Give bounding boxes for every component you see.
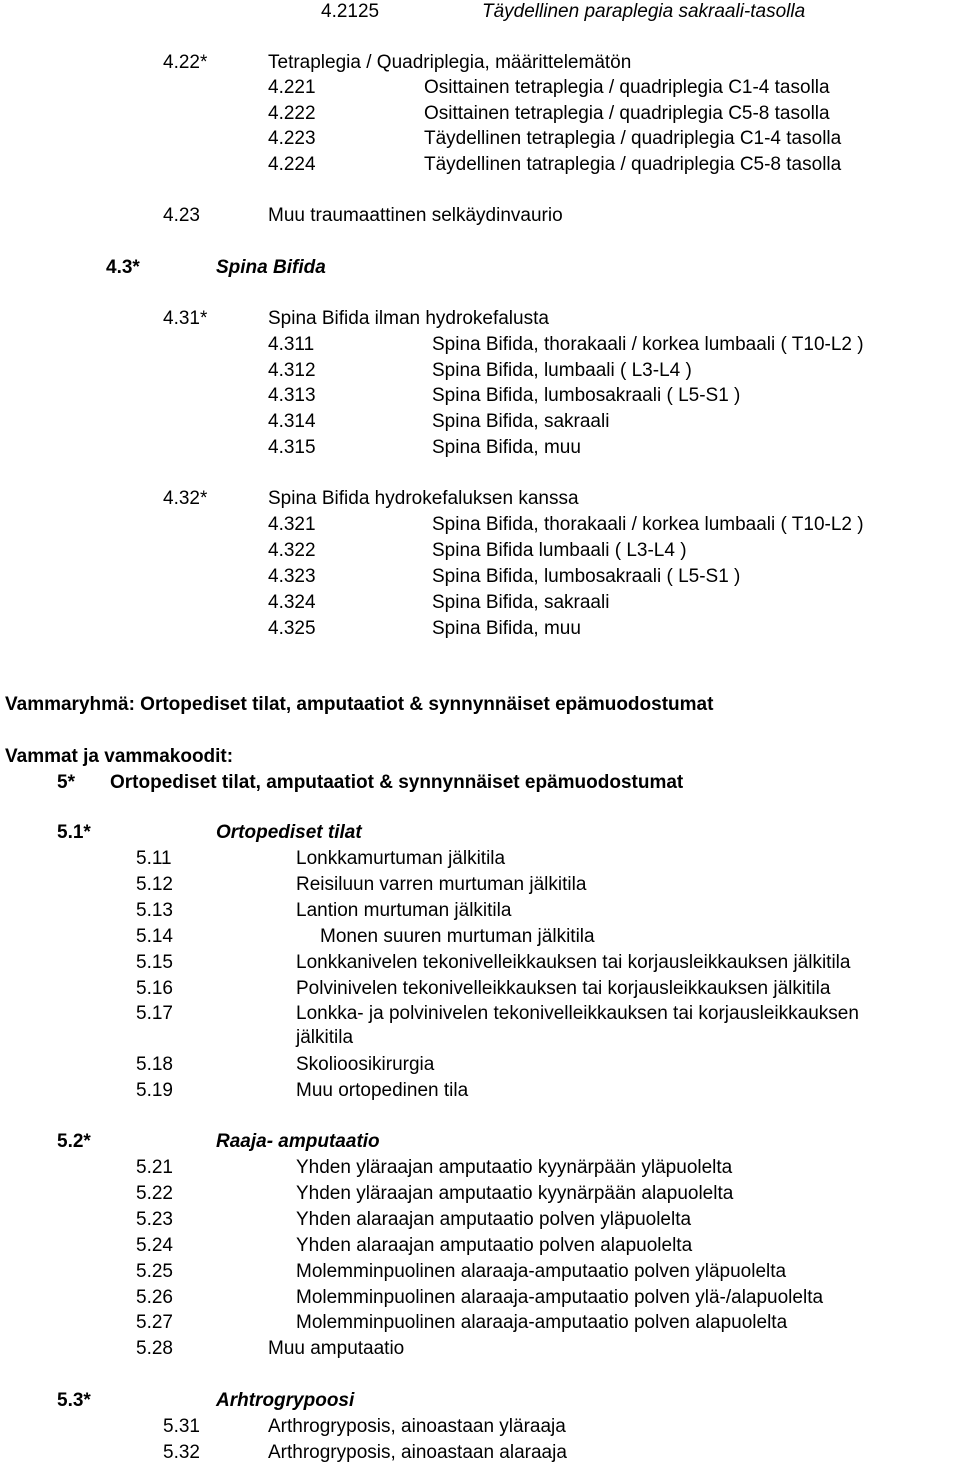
heading-ortopediset-tilat: Ortopediset tilat <box>216 822 362 843</box>
desc-4-322: Spina Bifida lumbaali ( L3-L4 ) <box>432 540 687 561</box>
desc-4-221: Osittainen tetraplegia / quadriplegia C1-4 tasolla <box>424 77 830 98</box>
code-5-17: 5.17 <box>136 1003 173 1024</box>
desc-4-31: Spina Bifida ilman hydrokefalusta <box>268 308 549 329</box>
code-4-312: 4.312 <box>268 360 316 381</box>
code-5-18: 5.18 <box>136 1054 173 1075</box>
code-4-321: 4.321 <box>268 514 316 535</box>
desc-4-315: Spina Bifida, muu <box>432 437 581 458</box>
code-5-1: 5.1* <box>57 822 91 843</box>
desc-4-224: Täydellinen tatraplegia / quadriplegia C5-8 tasolla <box>424 154 842 175</box>
code-4-23: 4.23 <box>163 205 200 226</box>
code-5-25: 5.25 <box>136 1261 173 1282</box>
code-5-31: 5.31 <box>163 1416 200 1437</box>
code-5-21: 5.21 <box>136 1157 173 1178</box>
desc-4-321: Spina Bifida, thorakaali / korkea lumbaali ( T10-L2 ) <box>432 514 864 535</box>
desc-4-22: Tetraplegia / Quadriplegia, määrittelemätön <box>268 52 632 73</box>
code-5: 5* <box>57 772 75 793</box>
desc-5-28: Muu amputaatio <box>268 1338 405 1359</box>
code-4-311: 4.311 <box>268 334 315 355</box>
code-5-15: 5.15 <box>136 952 173 973</box>
code-5-19: 5.19 <box>136 1080 173 1101</box>
desc-4-313: Spina Bifida, lumbosakraali ( L5-S1 ) <box>432 385 741 406</box>
desc-5-25: Molemminpuolinen alaraaja-amputaatio polven yläpuolelta <box>296 1261 787 1282</box>
code-4-3: 4.3* <box>106 257 140 278</box>
desc-5-31: Arthrogryposis, ainoastaan yläraaja <box>268 1416 566 1437</box>
code-5-24: 5.24 <box>136 1235 173 1256</box>
code-4-31: 4.31* <box>163 308 208 329</box>
code-4-322: 4.322 <box>268 540 316 561</box>
desc-4-323: Spina Bifida, lumbosakraali ( L5-S1 ) <box>432 566 741 587</box>
desc-5-16: Polvinivelen tekonivelleikkauksen tai korjausleikkauksen jälkitila <box>296 978 831 999</box>
disability-group-heading: Vammaryhmä: Ortopediset tilat, amputaatiot & synnynnäiset epämuodostumat <box>5 694 714 715</box>
code-5-2: 5.2* <box>57 1131 91 1152</box>
code-4-324: 4.324 <box>268 592 316 613</box>
desc-4-314: Spina Bifida, sakraali <box>432 411 610 432</box>
desc-5-11: Lonkkamurtuman jälkitila <box>296 848 506 869</box>
code-4-223: 4.223 <box>268 128 316 149</box>
code-5-12: 5.12 <box>136 874 173 895</box>
desc-5-26: Molemminpuolinen alaraaja-amputaatio polven ylä-/alapuolelta <box>296 1287 824 1308</box>
code-4-2125: 4.2125 <box>321 1 380 22</box>
desc-5-19: Muu ortopedinen tila <box>296 1080 469 1101</box>
heading-arhtrogrypoosi: Arhtrogrypoosi <box>216 1390 355 1411</box>
code-4-314: 4.314 <box>268 411 316 432</box>
code-4-325: 4.325 <box>268 618 316 639</box>
code-5-22: 5.22 <box>136 1183 173 1204</box>
code-5-28: 5.28 <box>136 1338 173 1359</box>
desc-5-17-cont: jälkitila <box>296 1027 354 1048</box>
desc-5-22: Yhden yläraajan amputaatio kyynärpään alapuolelta <box>296 1183 734 1204</box>
code-5-26: 5.26 <box>136 1287 173 1308</box>
code-4-22: 4.22* <box>163 52 208 73</box>
desc-5-21: Yhden yläraajan amputaatio kyynärpään yläpuolelta <box>296 1157 733 1178</box>
code-5-27: 5.27 <box>136 1312 173 1333</box>
desc-4-222: Osittainen tetraplegia / quadriplegia C5-8 tasolla <box>424 103 830 124</box>
code-4-323: 4.323 <box>268 566 316 587</box>
code-5-14: 5.14 <box>136 926 173 947</box>
desc-5-27: Molemminpuolinen alaraaja-amputaatio polven alapuolelta <box>296 1312 788 1333</box>
desc-4-23: Muu traumaattinen selkäydinvaurio <box>268 205 563 226</box>
desc-4-325: Spina Bifida, muu <box>432 618 581 639</box>
heading-spina-bifida: Spina Bifida <box>216 257 326 278</box>
desc-4-312: Spina Bifida, lumbaali ( L3-L4 ) <box>432 360 692 381</box>
desc-5-15: Lonkkanivelen tekonivelleikkauksen tai korjausleikkauksen jälkitila <box>296 952 851 973</box>
code-4-222: 4.222 <box>268 103 316 124</box>
desc-4-2125: Täydellinen paraplegia sakraali-tasolla <box>482 1 806 22</box>
codes-heading: Vammat ja vammakoodit: <box>5 746 234 767</box>
desc-4-311: Spina Bifida, thorakaali / korkea lumbaali ( T10-L2 ) <box>432 334 864 355</box>
desc-5-18: Skolioosikirurgia <box>296 1054 435 1075</box>
code-5-11: 5.11 <box>136 848 172 869</box>
desc-5-23: Yhden alaraajan amputaatio polven yläpuolelta <box>296 1209 692 1230</box>
heading-raaja-amputaatio: Raaja- amputaatio <box>216 1131 380 1152</box>
code-4-32: 4.32* <box>163 488 208 509</box>
desc-5-12: Reisiluun varren murtuman jälkitila <box>296 874 587 895</box>
desc-4-32: Spina Bifida hydrokefaluksen kanssa <box>268 488 579 509</box>
desc-4-324: Spina Bifida, sakraali <box>432 592 610 613</box>
desc-5-32: Arthrogryposis, ainoastaan alaraaja <box>268 1442 567 1463</box>
desc-5-17: Lonkka- ja polvinivelen tekonivelleikkauksen tai korjausleikkauksen <box>296 1003 859 1024</box>
desc-5-14: Monen suuren murtuman jälkitila <box>320 926 595 947</box>
desc-5-24: Yhden alaraajan amputaatio polven alapuolelta <box>296 1235 693 1256</box>
code-4-315: 4.315 <box>268 437 316 458</box>
code-5-23: 5.23 <box>136 1209 173 1230</box>
code-5-32: 5.32 <box>163 1442 200 1463</box>
code-4-313: 4.313 <box>268 385 316 406</box>
code-4-224: 4.224 <box>268 154 316 175</box>
code-5-3: 5.3* <box>57 1390 91 1411</box>
desc-4-223: Täydellinen tetraplegia / quadriplegia C1-4 tasolla <box>424 128 842 149</box>
code-5-16: 5.16 <box>136 978 173 999</box>
code-5-13: 5.13 <box>136 900 173 921</box>
desc-5-13: Lantion murtuman jälkitila <box>296 900 512 921</box>
code-4-221: 4.221 <box>268 77 316 98</box>
desc-5: Ortopediset tilat, amputaatiot & synnynnäiset epämuodostumat <box>110 772 684 793</box>
